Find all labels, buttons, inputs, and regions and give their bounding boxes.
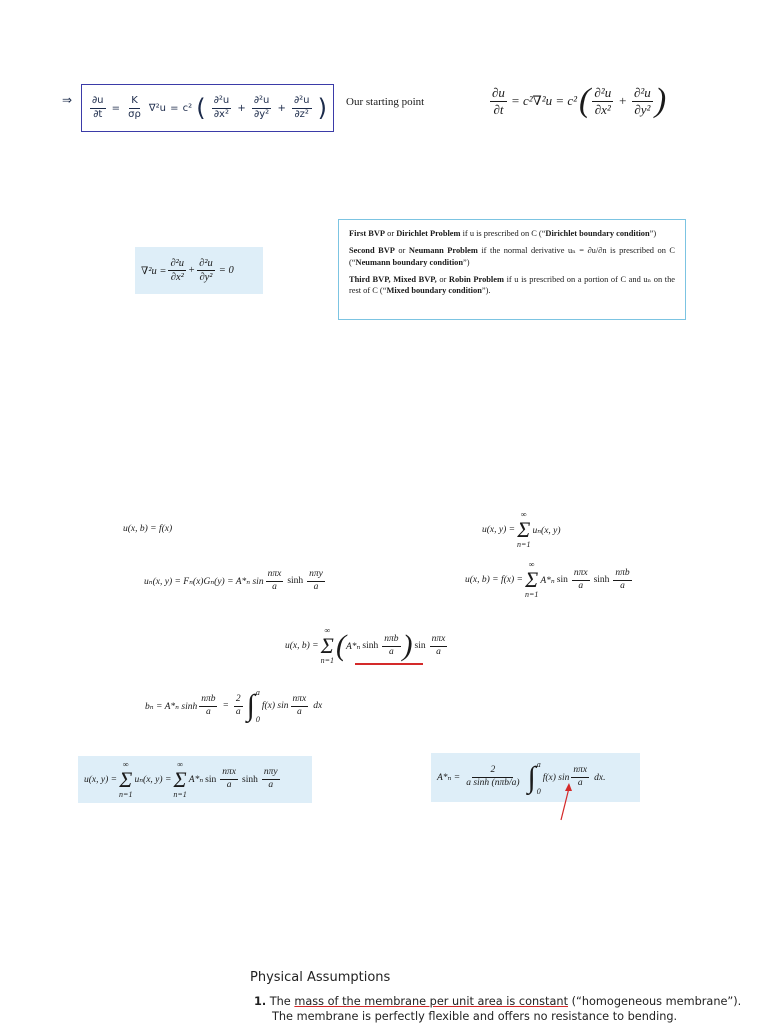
- bvp-third-or: or: [436, 275, 449, 285]
- laplace-equation-box: [135, 247, 263, 294]
- bvp-first-close: ”): [649, 229, 657, 238]
- ub-series-sum-bottom: n=1: [524, 590, 539, 599]
- bvp-first-title: First BVP: [349, 229, 386, 238]
- ub-series-sum-top: ∞: [528, 560, 535, 569]
- final-sum1-sigma: Σ: [119, 766, 133, 792]
- ub-series-sum: [525, 561, 538, 599]
- final-sin: sin: [205, 774, 217, 785]
- An-fx-sin: f(x) sin: [542, 772, 570, 783]
- bn-int-limits: [256, 688, 260, 724]
- laplace-d2u-dx2: [168, 258, 186, 283]
- laplace-d2u-x: ∂²u: [168, 258, 186, 271]
- eq-un-product: [144, 570, 327, 593]
- bn-npb-a: [199, 695, 217, 718]
- An-int-bottom: 0: [536, 786, 541, 796]
- implies-arrow: ⇒: [62, 93, 73, 107]
- fourier-sum-bottom: n=1: [320, 656, 334, 665]
- bn-int-sign: ∫: [246, 689, 255, 722]
- fourier-npb: nπb: [382, 635, 400, 647]
- final-An: A*ₙ: [188, 775, 204, 785]
- hw-c2: c²: [182, 102, 193, 114]
- An-int-top: a: [536, 759, 541, 769]
- fourier-sin: sin: [414, 641, 426, 651]
- bn-a3: a: [297, 706, 302, 717]
- bvp-second-name: Neumann Problem: [408, 246, 478, 256]
- An-two: 2: [472, 766, 513, 778]
- hw-du-dt: [90, 96, 106, 120]
- un-a2: a: [313, 581, 319, 592]
- laplace-plus: +: [188, 265, 196, 276]
- ub-series-lhs: u(x, b) = f(x) =: [465, 575, 523, 585]
- wave-dt: ∂t: [493, 101, 504, 117]
- assumption-text-post: (“homogeneous membrane”).: [568, 995, 742, 1008]
- hw-laplace: ∇²u: [148, 102, 166, 114]
- hw-close-paren: ): [317, 94, 327, 122]
- hw-dt: ∂t: [93, 108, 103, 120]
- wave-open-paren: (: [579, 82, 591, 119]
- wave-plus: +: [618, 93, 627, 108]
- series-sum-sigma: Σ: [517, 517, 531, 542]
- bvp-second-desc: if the normal derivative uₙ = ∂u/∂n is prescribed on C (“: [349, 246, 675, 267]
- red-arrow-icon: [555, 780, 575, 822]
- fourier-sum: [321, 627, 334, 665]
- laplace-dy2: ∂y²: [199, 272, 213, 283]
- ub-series-npx: nπx: [572, 569, 590, 581]
- bvp-first: [349, 228, 675, 239]
- bvp-first-condition: Dirichlet boundary condition: [545, 229, 650, 238]
- bvp-third-name: Robin Problem: [448, 275, 504, 285]
- ub-series-npx-a: [572, 569, 590, 592]
- bn-int-top: a: [255, 688, 260, 697]
- wave-d2u-dx2: [592, 86, 613, 116]
- ub-series-An: A*ₙ: [540, 575, 555, 586]
- wave-d2u-x: ∂²u: [594, 84, 612, 100]
- bn-fx-sin: f(x) sin: [261, 701, 289, 711]
- final-sum2-bottom: n=1: [173, 789, 187, 799]
- fourier-sinh: sinh: [362, 641, 379, 651]
- wave-d2u-y: ∂²u: [633, 84, 651, 100]
- final-npy: nπy: [262, 768, 280, 780]
- eq-uxy-series: [482, 511, 561, 549]
- bn-two: 2: [234, 695, 243, 707]
- final-a2: a: [268, 780, 274, 790]
- An-fraction: [464, 766, 521, 789]
- series-sum: [517, 511, 530, 549]
- assumption-text-underlined: mass of the membrane per unit area is constant: [294, 995, 568, 1008]
- eq-boundary-ub: u(x, b) = f(x): [123, 524, 173, 534]
- un-lhs: uₙ(x, y) = Fₙ(x)Gₙ(y) = A*ₙ sin: [144, 576, 264, 587]
- ub-series-a1: a: [578, 580, 584, 591]
- final-mid: uₙ(x, y) =: [134, 775, 172, 785]
- ub-series-sin: sin: [556, 575, 568, 585]
- hw-plus-2: +: [277, 102, 286, 114]
- laplace-dx2: ∂x²: [170, 272, 184, 283]
- eq-bn-coefficient: [145, 688, 322, 724]
- starting-point-caption: Our starting point: [346, 96, 425, 108]
- bvp-second: [349, 245, 675, 268]
- ub-series-npb: nπb: [613, 569, 631, 581]
- ub-series-npb-a: [613, 569, 631, 592]
- hw-dx2: ∂x²: [213, 108, 229, 120]
- An-dx: dx.: [594, 772, 606, 783]
- un-npy-a: [307, 570, 325, 593]
- hw-du: ∂u: [90, 96, 106, 109]
- fourier-An: A*ₙ: [346, 641, 361, 652]
- bvp-third-desc: if u is prescribed on a portion of C and uₙ on the rest of C (“: [349, 275, 676, 296]
- physical-assumptions-title: Physical Assumptions: [250, 970, 391, 985]
- bvp-third: [349, 274, 675, 297]
- hw-open-paren: (: [196, 94, 206, 122]
- series-sum-bottom: n=1: [517, 540, 531, 549]
- An-lhs: A*ₙ =: [437, 773, 461, 783]
- final-sinh: sinh: [242, 774, 258, 785]
- un-npx: nπx: [266, 570, 284, 582]
- bvp-third-condition: Mixed boundary condition: [386, 286, 482, 296]
- fourier-sum-sigma: Σ: [320, 633, 334, 658]
- hw-d2u-z: ∂²u: [292, 96, 312, 109]
- fourier-close-paren: ): [402, 629, 413, 662]
- laplace-d2u-dy2: [197, 258, 215, 283]
- eq-ub-fourier: [285, 627, 449, 665]
- bvp-second-or: or: [394, 246, 409, 256]
- series-term: uₙ(x, y): [532, 525, 561, 536]
- un-npy: nπy: [307, 570, 325, 582]
- final-npx: nπx: [220, 768, 238, 780]
- wave-du-dt: [490, 86, 507, 116]
- ub-series-sinh: sinh: [593, 575, 610, 585]
- bn-eq: =: [222, 701, 229, 711]
- final-lhs: u(x, y) =: [84, 774, 118, 785]
- hw-k-sigma-rho: [126, 96, 143, 120]
- hw-d2u-x: ∂²u: [212, 96, 232, 109]
- wave-equation: [488, 84, 666, 118]
- bn-lhs: bₙ = A*ₙ sinh: [145, 701, 198, 712]
- assumption-number: 1.: [254, 995, 267, 1008]
- un-npx-a: [266, 570, 284, 593]
- bvp-first-name: Dirichlet Problem: [396, 229, 461, 238]
- wave-dy2: ∂y²: [634, 101, 651, 117]
- An-a: a: [577, 778, 583, 788]
- eq-ub-series: [465, 561, 634, 599]
- final-a1: a: [226, 780, 232, 790]
- bn-npb: nπb: [199, 695, 217, 707]
- hw-equals-2: =: [170, 102, 179, 114]
- wave-dx2: ∂x²: [594, 101, 611, 117]
- bn-a2: a: [235, 706, 241, 717]
- hw-d2u-dy2: [252, 96, 272, 120]
- bn-dx: dx: [313, 701, 323, 711]
- ub-series-sum-sigma: Σ: [525, 567, 539, 592]
- handwritten-heat-equation-box: [81, 84, 334, 132]
- An-int-sign: ∫: [527, 760, 536, 794]
- fourier-npx: nπx: [430, 635, 448, 647]
- series-lhs: u(x, y) =: [482, 525, 516, 535]
- fourier-a2: a: [436, 646, 441, 657]
- fourier-lhs: u(x, b) =: [285, 641, 319, 651]
- hw-sigma-rho: σρ: [128, 108, 141, 120]
- final-solution-box: [78, 756, 312, 803]
- final-sum1-bottom: n=1: [119, 789, 133, 799]
- bn-npx-a: [291, 695, 309, 718]
- An-npx: nπx: [571, 766, 589, 778]
- fourier-a1: a: [389, 646, 394, 657]
- final-sum-1: [119, 761, 132, 799]
- wave-close-paren: ): [654, 82, 667, 119]
- bvp-second-close: ”): [463, 257, 470, 267]
- hw-d2u-dx2: [212, 96, 232, 120]
- fourier-sum-top: ∞: [324, 626, 331, 635]
- bvp-second-condition: Neumann boundary condition: [355, 257, 464, 267]
- fourier-npb-a: [382, 635, 400, 658]
- assumption-item-1: [254, 995, 754, 1024]
- bn-integral: [247, 688, 260, 724]
- wave-du: ∂u: [492, 84, 505, 100]
- hw-d2u-y: ∂²u: [252, 96, 272, 109]
- bvp-first-or: or: [385, 229, 397, 238]
- An-denominator: a sinh (nπb/a): [466, 778, 520, 788]
- hw-equals-1: =: [111, 102, 121, 114]
- assumption-text-pre: The: [269, 995, 295, 1008]
- laplace-rhs: = 0: [218, 265, 234, 276]
- bn-a1: a: [205, 706, 211, 717]
- bvp-definitions-box: [338, 219, 686, 320]
- hw-plus-1: +: [237, 102, 246, 114]
- red-underline: [355, 663, 423, 665]
- bvp-third-title: Third BVP, Mixed BVP,: [349, 275, 437, 285]
- final-sum2-sigma: Σ: [173, 766, 187, 792]
- final-npy-a: [262, 768, 280, 791]
- final-sum-2: [173, 761, 186, 799]
- bvp-second-title: Second BVP: [349, 246, 395, 256]
- series-sum-top: ∞: [520, 510, 527, 519]
- An-coefficient-box: [431, 753, 640, 802]
- bvp-first-desc: if u is prescribed on C (“: [460, 229, 546, 238]
- assumption-text-2: The membrane is perfectly flexible and offers no resistance to bending.: [272, 1009, 678, 1023]
- final-npx-a: [220, 768, 238, 791]
- wave-d2u-dy2: [632, 86, 653, 116]
- bn-int-bottom: 0: [255, 715, 260, 724]
- laplace-lhs: ∇²u =: [141, 265, 167, 277]
- laplace-d2u-y: ∂²u: [197, 258, 215, 271]
- hw-k: K: [129, 96, 140, 109]
- final-sum1-top: ∞: [122, 759, 129, 769]
- An-integral: [528, 760, 541, 796]
- hw-dz2: ∂z²: [294, 108, 309, 120]
- ub-series-a2: a: [620, 580, 625, 591]
- un-sinh: sinh: [287, 576, 304, 587]
- final-sum2-top: ∞: [177, 759, 183, 769]
- un-a1: a: [272, 581, 277, 592]
- fourier-npx-a: [430, 635, 448, 658]
- bn-2-a: [234, 695, 243, 718]
- An-int-limits: [537, 760, 541, 796]
- hw-d2u-dz2: [292, 96, 312, 120]
- hw-dy2: ∂y²: [254, 108, 270, 120]
- wave-mid: = c²∇²u = c²: [510, 93, 578, 108]
- bn-npx: nπx: [291, 695, 309, 707]
- bvp-third-close: ”).: [481, 286, 491, 296]
- fourier-open-paren: (: [336, 629, 346, 662]
